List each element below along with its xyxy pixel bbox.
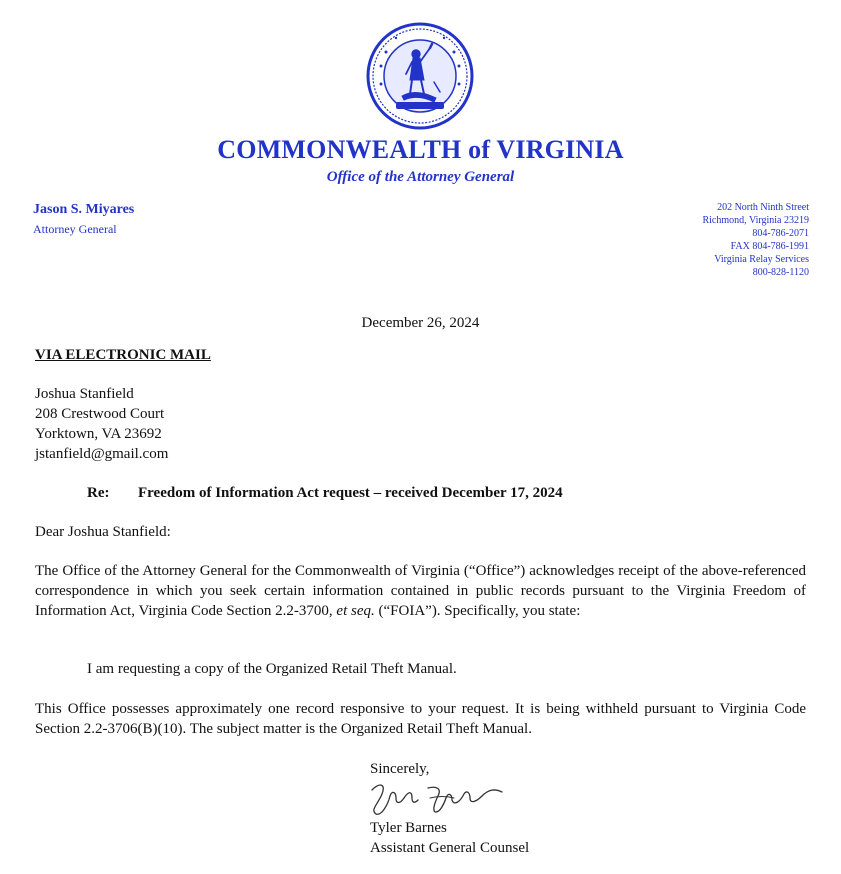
delivery-method: VIA ELECTRONIC MAIL [35,347,211,363]
re-subject: Freedom of Information Act request – received December 17, 2024 [138,485,563,501]
fax-number: FAX 804-786-1991 [730,241,809,252]
signer-name: Tyler Barnes [370,820,447,836]
re-label: Re: [87,485,110,501]
recipient-city: Yorktown, VA 23692 [35,426,162,442]
attorney-general-name: Jason S. Miyares [33,202,135,217]
attorney-general-title: Attorney General [33,222,117,236]
relay-number: 800-828-1120 [752,267,809,278]
phone-number: 804-786-2071 [752,228,809,239]
paragraph1-italic: et seq. [336,603,375,619]
recipient-name: Joshua Stanfield [35,386,134,402]
quoted-request: I am requesting a copy of the Organized Retail Theft Manual. [87,661,457,677]
office-address [702,201,809,279]
paragraph1-text: The Office of the Attorney General for the Commonwealth of Virginia (“Office”) acknowledges receipt of the above-referenced correspondence in which you seek certain information contained in public records pursuant to the Virginia Freedom of Information Act, Virginia Code Section 2.2-3700, [35,563,806,619]
signer-block [370,818,529,858]
signer-title: Assistant General Counsel [370,840,530,856]
letterhead-title: COMMONWEALTH of VIRGINIA [217,135,624,164]
paragraph-acknowledgement [35,561,806,621]
address-line: Richmond, Virginia 23219 [702,215,809,226]
letter-date: December 26, 2024 [361,315,480,331]
letterhead-subtitle: Office of the Attorney General [326,169,515,185]
address-line: 202 North Ninth Street [717,202,809,213]
recipient-email: jstanfield@gmail.com [35,446,169,462]
paragraph-withholding: This Office possesses approximately one record responsive to your request. It is being withheld pursuant to Virginia Code Section 2.2-3706(B)(10). The subject matter is the Organized Retail Theft Manual. [35,701,806,737]
paragraph1-text-end: (“FOIA”). Specifically, you state: [378,603,581,619]
relay-label: Virginia Relay Services [714,254,809,265]
salutation: Dear Joshua Stanfield: [35,524,171,540]
recipient-street: 208 Crestwood Court [35,406,165,422]
virginia-seal-icon [366,22,474,130]
subject-line [87,483,563,503]
closing: Sincerely, [370,761,430,777]
signature-icon [366,776,516,818]
recipient-block [35,384,168,464]
